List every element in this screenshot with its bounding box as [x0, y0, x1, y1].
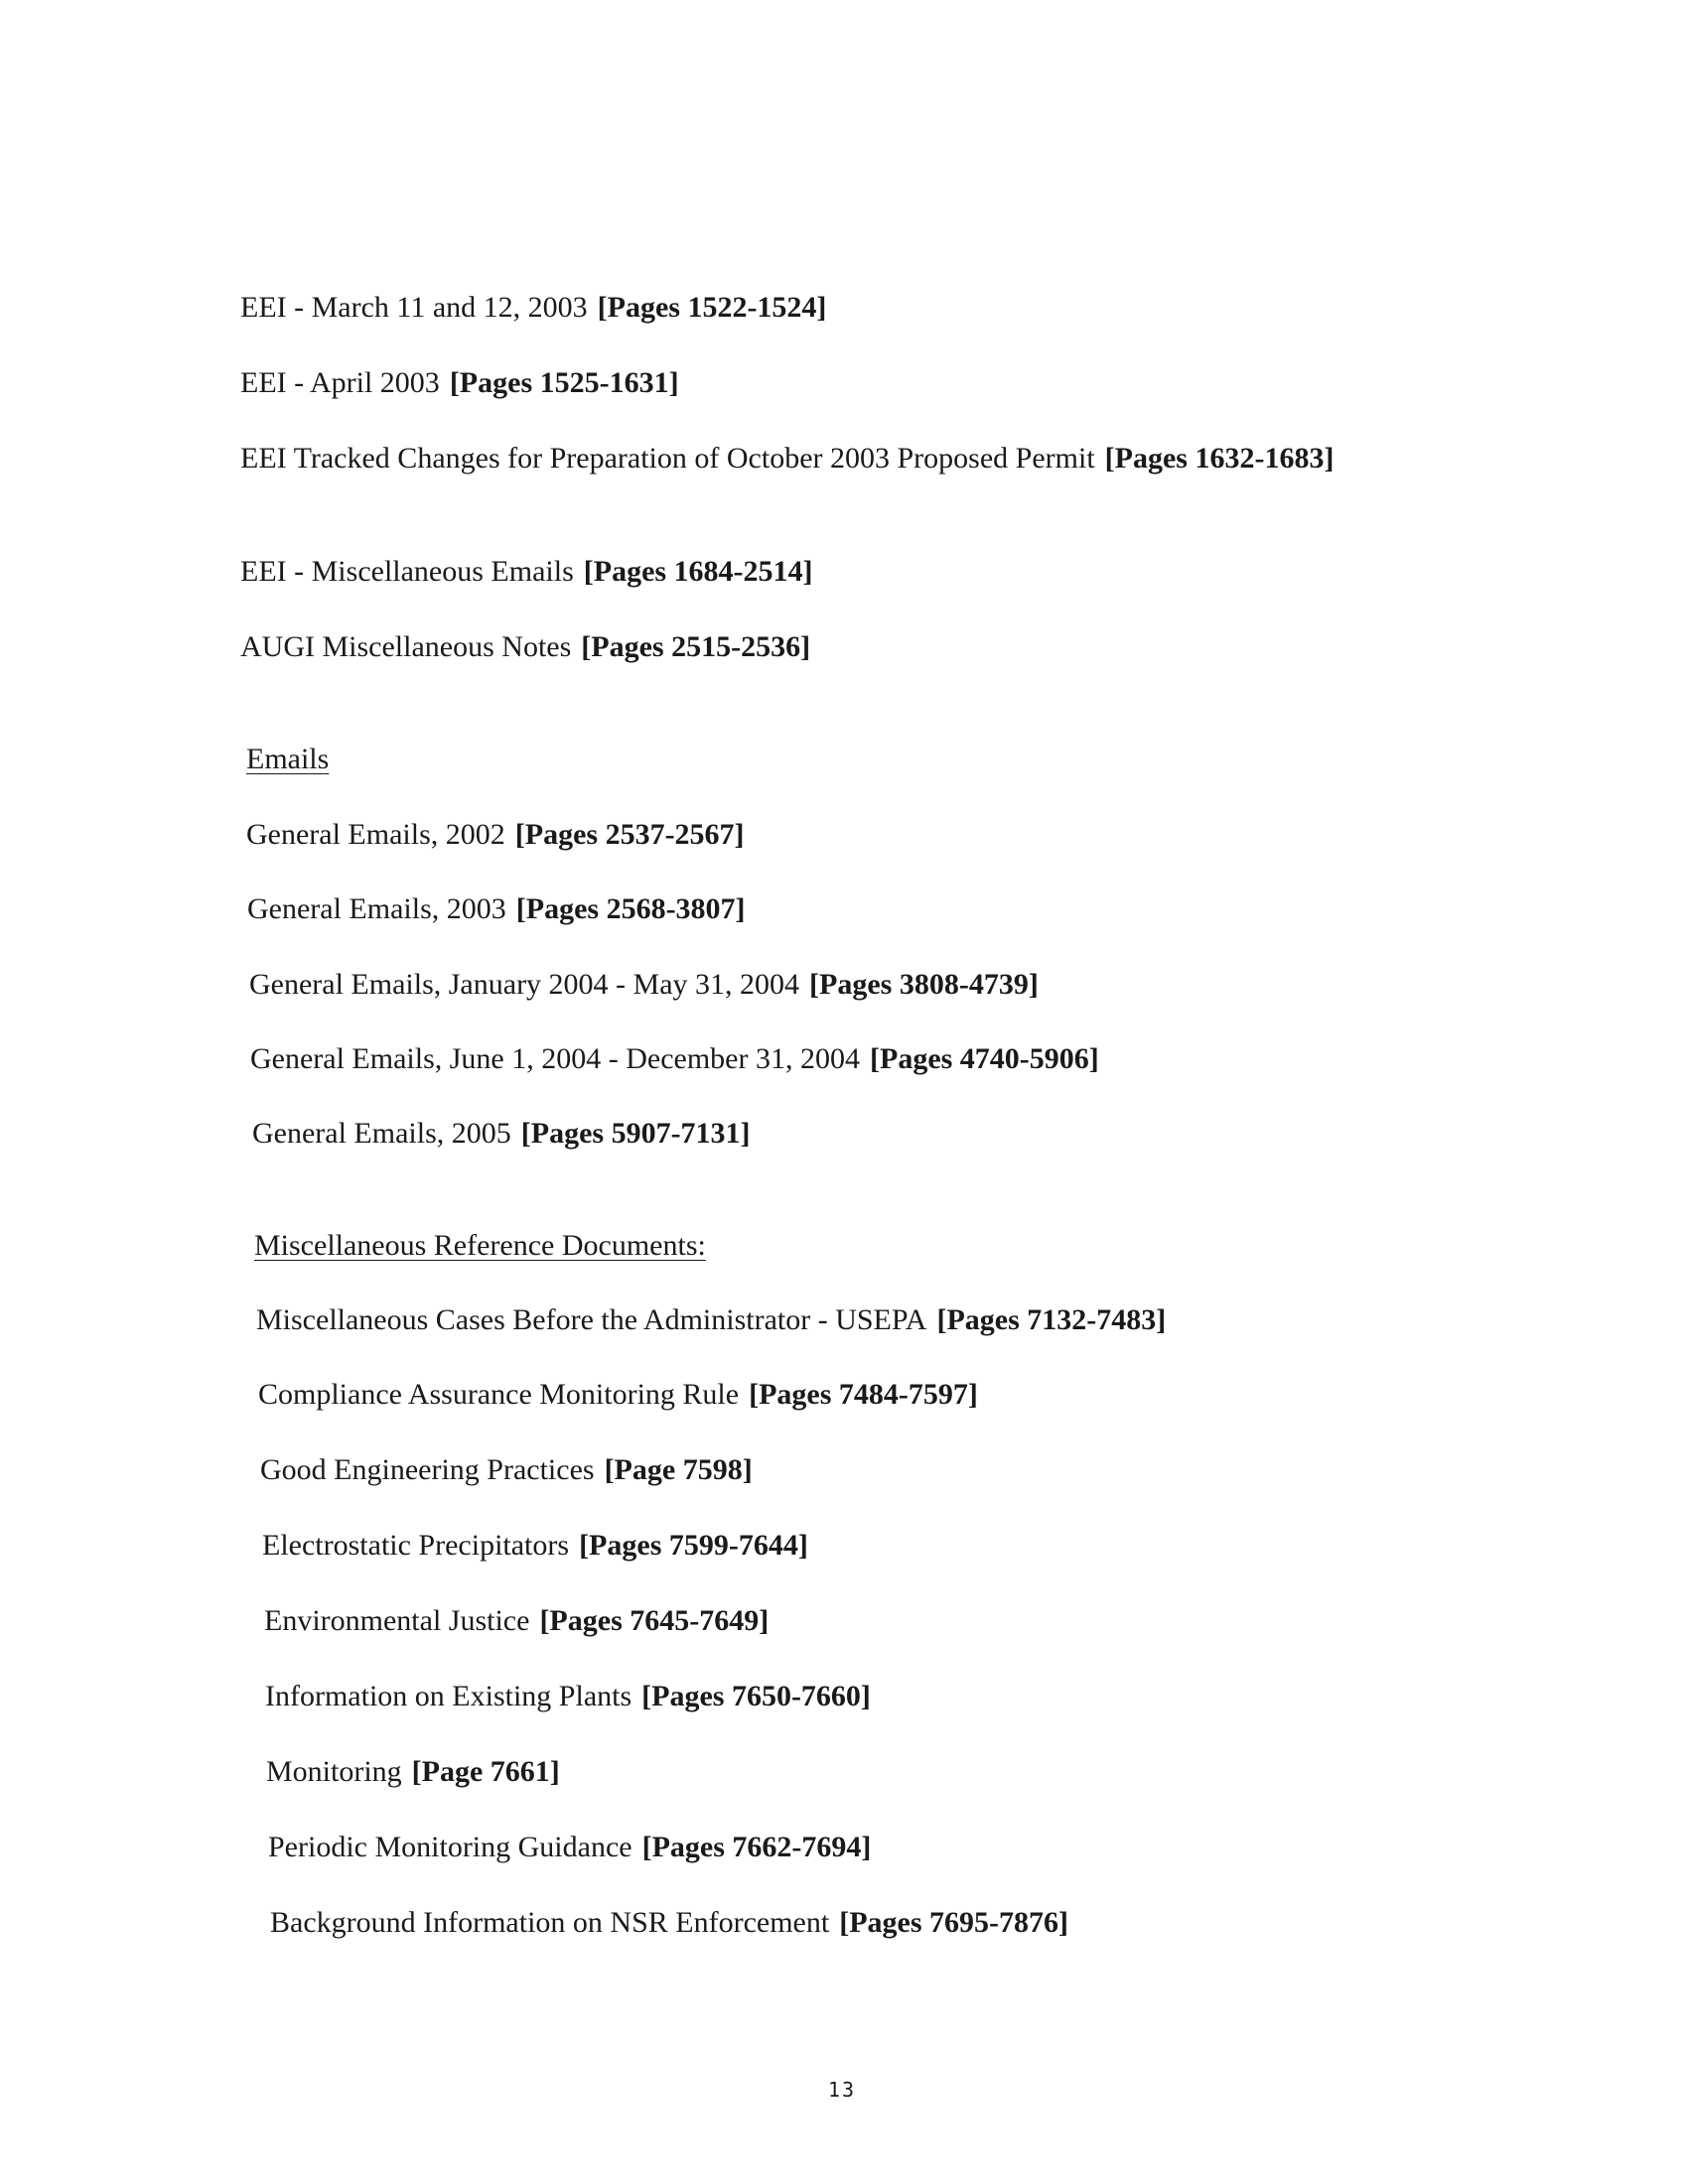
list-item — [264, 1596, 769, 1646]
list-item — [240, 622, 810, 672]
list-item — [250, 1034, 1099, 1084]
list-item — [240, 283, 826, 333]
page-reference: [Pages 7695-7876] — [839, 1906, 1068, 1939]
page-reference: [Pages 7645-7649] — [539, 1604, 770, 1637]
entry-label: Miscellaneous Cases Before the Administrator - USEPA — [256, 1303, 927, 1336]
page-reference: [Pages 1684-2514] — [583, 555, 813, 588]
entry-label: General Emails, 2005 — [252, 1117, 511, 1150]
list-item — [246, 810, 745, 860]
entry-label: Information on Existing Plants — [265, 1680, 632, 1712]
list-item — [268, 1823, 871, 1872]
entry-label: Electrostatic Precipitators — [262, 1529, 570, 1562]
entry-label: EEI Tracked Changes for Preparation of October 2003 Proposed Permit — [240, 442, 1095, 475]
page-reference: [Page 7598] — [604, 1453, 753, 1486]
list-item — [260, 1445, 753, 1495]
page-reference: [Pages 5907-7131] — [520, 1117, 751, 1150]
entry-label: Compliance Assurance Monitoring Rule — [258, 1378, 740, 1411]
entry-label: General Emails, 2003 — [247, 892, 506, 925]
page-number: 13 — [827, 2078, 857, 2102]
page-reference: [Pages 1525-1631] — [449, 366, 679, 399]
page-reference: [Pages 4740-5906] — [870, 1042, 1099, 1075]
section-heading-emails: Emails — [246, 743, 330, 775]
page-reference: [Pages 1632-1683] — [1104, 442, 1334, 475]
entry-label: Background Information on NSR Enforcement — [270, 1906, 830, 1939]
entry-label: Periodic Monitoring Guidance — [268, 1831, 632, 1863]
page-reference: [Page 7661] — [411, 1755, 560, 1788]
section-heading-misc: Miscellaneous Reference Documents: — [254, 1229, 706, 1262]
entry-label: EEI - Miscellaneous Emails — [240, 555, 574, 588]
page-reference: [Pages 7484-7597] — [749, 1378, 978, 1411]
page-reference: [Pages 2515-2536] — [581, 630, 811, 663]
entry-label: General Emails, January 2004 - May 31, 2004 — [249, 968, 800, 1001]
page-reference: [Pages 7132-7483] — [936, 1303, 1167, 1336]
entry-label: Monitoring — [266, 1755, 402, 1788]
list-item — [270, 1898, 1068, 1948]
list-item — [266, 1747, 560, 1797]
entry-label: AUGI Miscellaneous Notes — [240, 630, 572, 663]
list-item — [252, 1109, 751, 1159]
list-item — [240, 434, 1382, 483]
page-reference: [Pages 1522-1524] — [597, 291, 827, 324]
entry-label: EEI - March 11 and 12, 2003 — [240, 291, 588, 324]
entry-label: Good Engineering Practices — [260, 1453, 595, 1486]
list-item — [240, 358, 679, 408]
entry-label: General Emails, 2002 — [246, 818, 505, 851]
entry-label: EEI - April 2003 — [240, 366, 440, 399]
page-reference: [Pages 7650-7660] — [641, 1680, 871, 1712]
list-item — [249, 960, 1039, 1010]
page-reference: [Pages 2537-2567] — [514, 818, 745, 851]
entry-label: Environmental Justice — [264, 1604, 530, 1637]
list-item — [240, 547, 813, 597]
page-reference: [Pages 2568-3807] — [515, 892, 746, 925]
page-reference: [Pages 7662-7694] — [641, 1831, 872, 1863]
page-reference: [Pages 3808-4739] — [809, 968, 1039, 1001]
list-item — [256, 1296, 1166, 1345]
list-item — [265, 1672, 871, 1721]
entry-label: General Emails, June 1, 2004 - December 31, 2004 — [250, 1042, 860, 1075]
list-item — [247, 885, 746, 934]
page-reference: [Pages 7599-7644] — [579, 1529, 808, 1562]
list-item — [262, 1521, 808, 1570]
list-item — [258, 1370, 978, 1420]
